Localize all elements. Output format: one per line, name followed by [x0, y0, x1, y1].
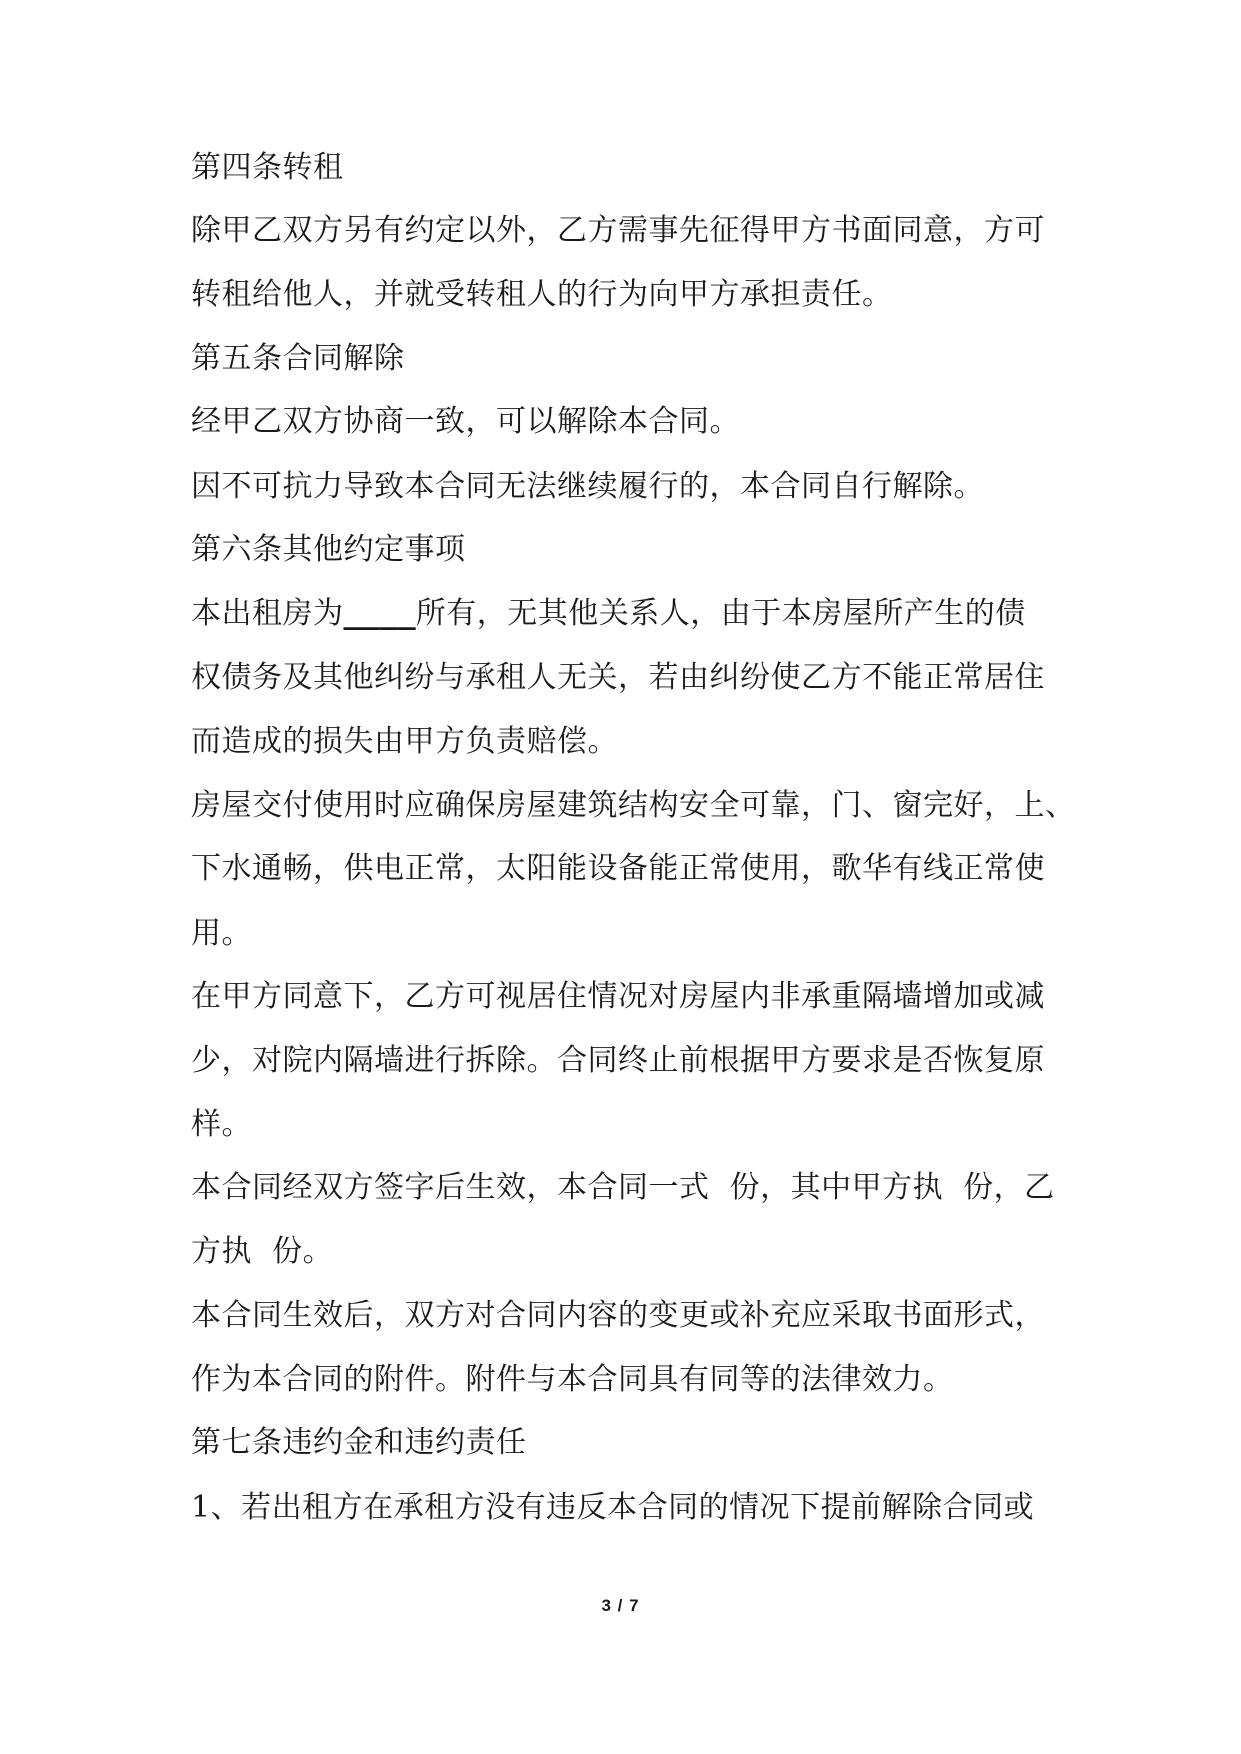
paragraph-line: 经甲乙双方协商一致，可以解除本合同。 [191, 404, 740, 439]
paragraph-text: 本出租房为 [191, 596, 344, 631]
paragraph-line: 因不可抗力导致本合同无法继续履行的，本合同自行解除。 [191, 469, 984, 504]
paragraph-line: 本合同经双方签字后生效，本合同一式 份，其中甲方执 份，乙 [191, 1170, 1055, 1205]
paragraph-text: 所有，无其他关系人，由于本房屋所产生的债 [415, 596, 1026, 631]
paragraph-line: 用。 [191, 916, 252, 951]
paragraph-line: 少，对院内隔墙进行拆除。合同终止前根据甲方要求是否恢复原 [191, 1043, 1045, 1078]
paragraph-line: 除甲乙双方另有约定以外，乙方需事先征得甲方书面同意，方可 [191, 213, 1045, 248]
fill-in-blank: ____ [343, 596, 416, 631]
article-6-heading: 第六条其他约定事项 [191, 532, 466, 567]
article-5-heading: 第五条合同解除 [191, 341, 405, 376]
paragraph-line: 而造成的损失由甲方负责赔偿。 [191, 724, 618, 759]
paragraph-line-with-blank [191, 596, 1026, 632]
paragraph-line: 在甲方同意下，乙方可视居住情况对房屋内非承重隔墙增加或减 [191, 979, 1045, 1014]
paragraph-line: 权债务及其他纠纷与承租人无关，若由纠纷使乙方不能正常居住 [191, 660, 1045, 695]
paragraph-line: 样。 [191, 1107, 252, 1142]
paragraph-line: 转租给他人，并就受转租人的行为向甲方承担责任。 [191, 277, 893, 312]
paragraph-line: 下水通畅，供电正常，太阳能设备能正常使用，歌华有线正常使 [191, 851, 1045, 886]
article-7-heading: 第七条违约金和违约责任 [191, 1425, 527, 1460]
paragraph-line: 作为本合同的附件。附件与本合同具有同等的法律效力。 [191, 1362, 954, 1397]
paragraph-line: 1、若出租方在承租方没有违反本合同的情况下提前解除合同或 [191, 1490, 1035, 1525]
page-number: 3 / 7 [601, 1596, 640, 1615]
paragraph-line: 本合同生效后，双方对合同内容的变更或补充应采取书面形式， [191, 1298, 1045, 1333]
article-4-heading: 第四条转租 [191, 150, 344, 185]
paragraph-line: 房屋交付使用时应确保房屋建筑结构安全可靠，门、窗完好，上、 [191, 788, 1076, 823]
paragraph-line: 方执 份。 [191, 1234, 334, 1269]
